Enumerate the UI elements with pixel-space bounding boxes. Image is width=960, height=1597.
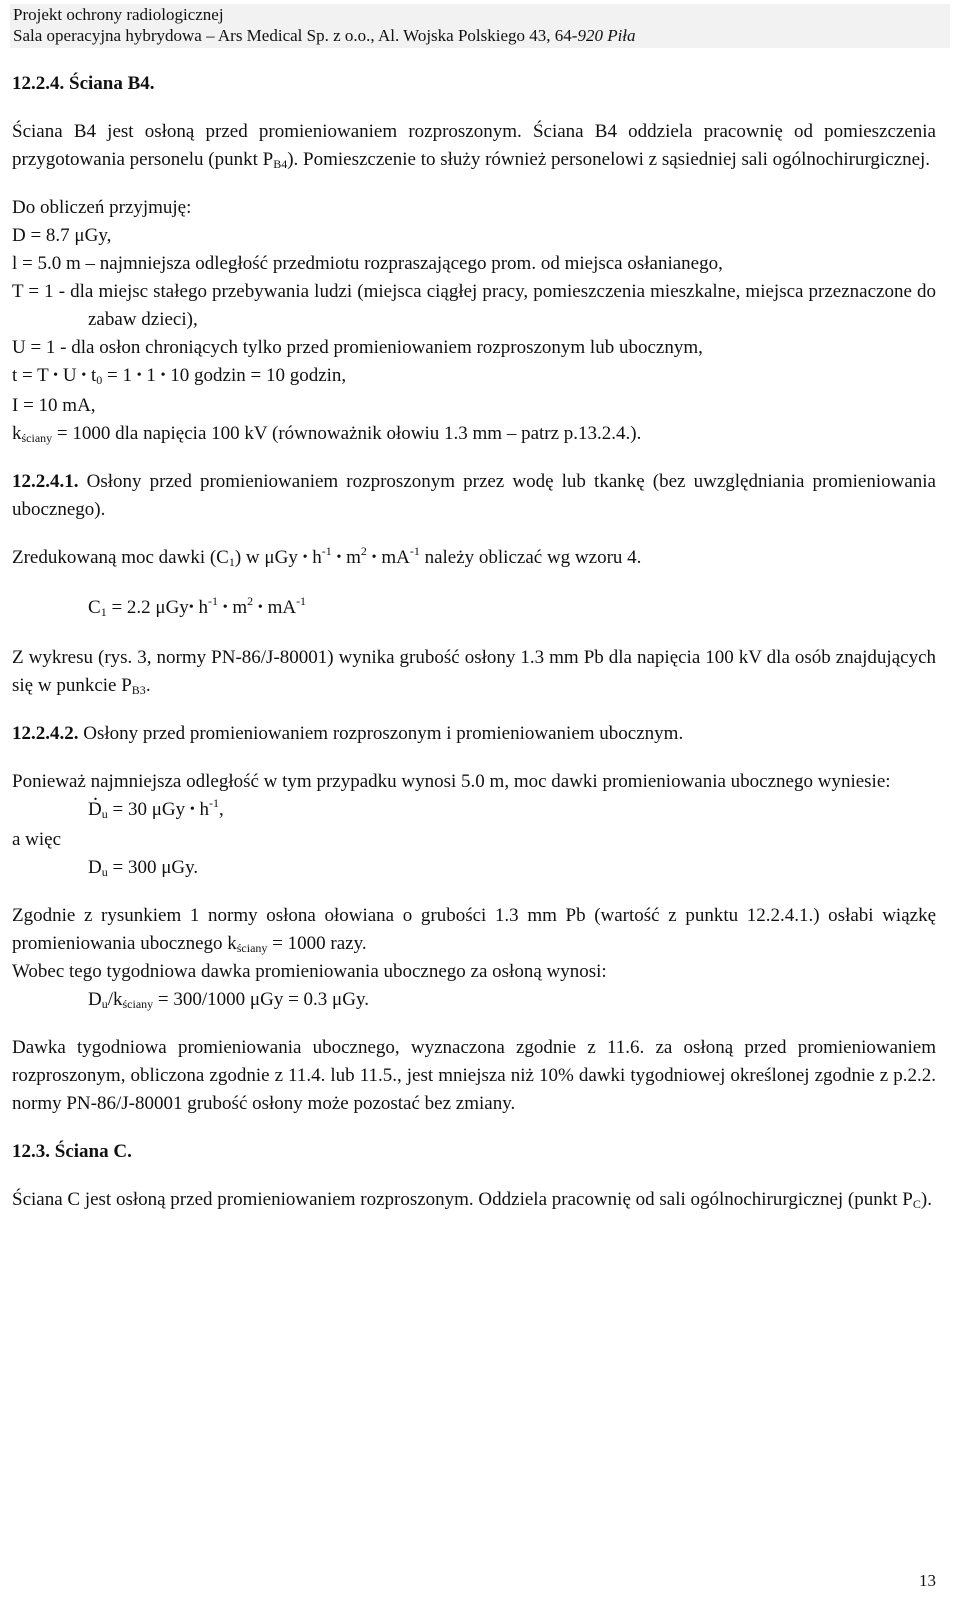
document-header: [10, 4, 950, 48]
section-heading-12-2-4-2: 12.2.4.2. Osłony przed promieniowaniem rozproszonym i promieniowaniem ubocznym.: [12, 723, 684, 744]
paragraph-conclusion: Dawka tygodniowa promieniowania ubocznego, wyznaczona zgodnie z 11.6. za osłoną przed promieniowaniem rozproszonym, obliczona zgodnie z 11.4. lub 11.5., jest mniejsza niż 10% dawki tygodniowej określonej zgodnie z p.2.2. normy PN-86/J-80001 grubość osłony może pozostać bez zmiany.: [12, 1037, 936, 1114]
formula-Du: $D_u = 300$ μGy.: [88, 857, 199, 879]
calculation-intro: Do obliczeń przyjmuję:: [12, 197, 192, 218]
param-T: T = 1 - dla miejsc stałego przebywania ludzi (miejsca ciągłej pracy, pomieszczenia mieszkalne, miejsca przeznaczone do zabaw dzieci),: [12, 281, 936, 330]
paragraph-leakage-dose-rate: Ponieważ najmniejsza odległość w tym przypadku wynosi 5.0 m, moc dawki promieniowania ubocznego wyniesie:: [12, 771, 891, 792]
paragraph-wall-b4-description: Ściana B4 jest osłoną przed promieniowaniem rozproszonym. Ściana B4 oddziela pracownię od pomieszczenia przygotowania personelu (punkt $P_{B4}$). Pomieszczenie to służy również personelowi z sąsiedniej sali ogólnochirurgicznej.: [12, 121, 936, 171]
param-I: I = 10 mA,: [12, 395, 96, 416]
formula-weekly-dose: $D_u/k_{ściany} = 300/1000$ μGy = 0.3 μGy.: [88, 989, 369, 1011]
section-heading-12-2-4-1: 12.2.4.1. Osłony przed promieniowaniem rozproszonym przez wodę lub tkankę (bez uwzględniania promieniowania ubocznego).: [12, 471, 936, 520]
param-U: U = 1 - dla osłon chroniących tylko przed promieniowaniem rozproszonym lub ubocznym,: [12, 337, 703, 358]
section-heading-12-2-4: 12.2.4. Ściana B4.: [12, 73, 155, 94]
header-address: Sala operacyjna hybrydowa – Ars Medical Sp. z o.o., Al. Wojska Polskiego 43, 64-920 Piła: [13, 26, 636, 45]
paragraph-wall-c-description: Ściana C jest osłoną przed promieniowaniem rozproszonym. Oddziela pracownię od sali ogólnochirurgicznej (punkt $P_C$).: [12, 1189, 932, 1211]
paragraph-shield-thickness: Z wykresu (rys. 3, normy PN-86/J-80001) wynika grubość osłony 1.3 mm Pb dla napięcia 100 kV dla osób znajdujących się w punkcie $P_{B3}$.: [12, 647, 936, 697]
param-t: t = T • U • $t_0 = 1$ • 1 • 10 godzin = 10 godzin,: [12, 365, 347, 387]
paragraph-reduced-dose-rate: Zredukowaną moc dawki $(C_1)$ w μGy • $h^{-1}$ • $m^2$ • $mA^{-1}$ należy obliczać wg wzoru 4.: [12, 544, 642, 569]
param-k: $k_{ściany} = 1000$ dla napięcia 100 kV (równoważnik ołowiu 1.3 mm – patrz p.13.2.4.).: [12, 423, 642, 445]
paragraph-weekly-dose-intro: Wobec tego tygodniowa dawka promieniowania ubocznego za osłoną wynosi:: [12, 961, 607, 982]
page-number: 13: [919, 1571, 936, 1590]
formula-C1: $C_1 = 2.2$ μGy• $h^{-1}$ • $m^2$ • $mA^{-1}$: [88, 594, 307, 619]
document-body: [12, 70, 936, 1214]
text-a-wiec: a więc: [12, 829, 62, 850]
header-project-title: Projekt ochrony radiologicznej: [13, 5, 224, 24]
formula-Du-dot: . $D_u = 30$ μGy • $h^{-1}$,: [12, 796, 936, 826]
param-l: l = 5.0 m – najmniejsza odległość przedmiotu rozpraszającego prom. od miejsca osłanianego,: [12, 253, 723, 274]
section-heading-12-3: 12.3. Ściana C.: [12, 1141, 132, 1162]
paragraph-lead-attenuation: Zgodnie z rysunkiem 1 normy osłona ołowiana o grubości 1.3 mm Pb (wartość z punktu 12.2.4.1.) osłabi wiązkę promieniowania ubocznego $k_{ściany} = 1000$ razy.: [12, 905, 936, 955]
param-D: D = 8.7 μGy,: [12, 225, 112, 246]
